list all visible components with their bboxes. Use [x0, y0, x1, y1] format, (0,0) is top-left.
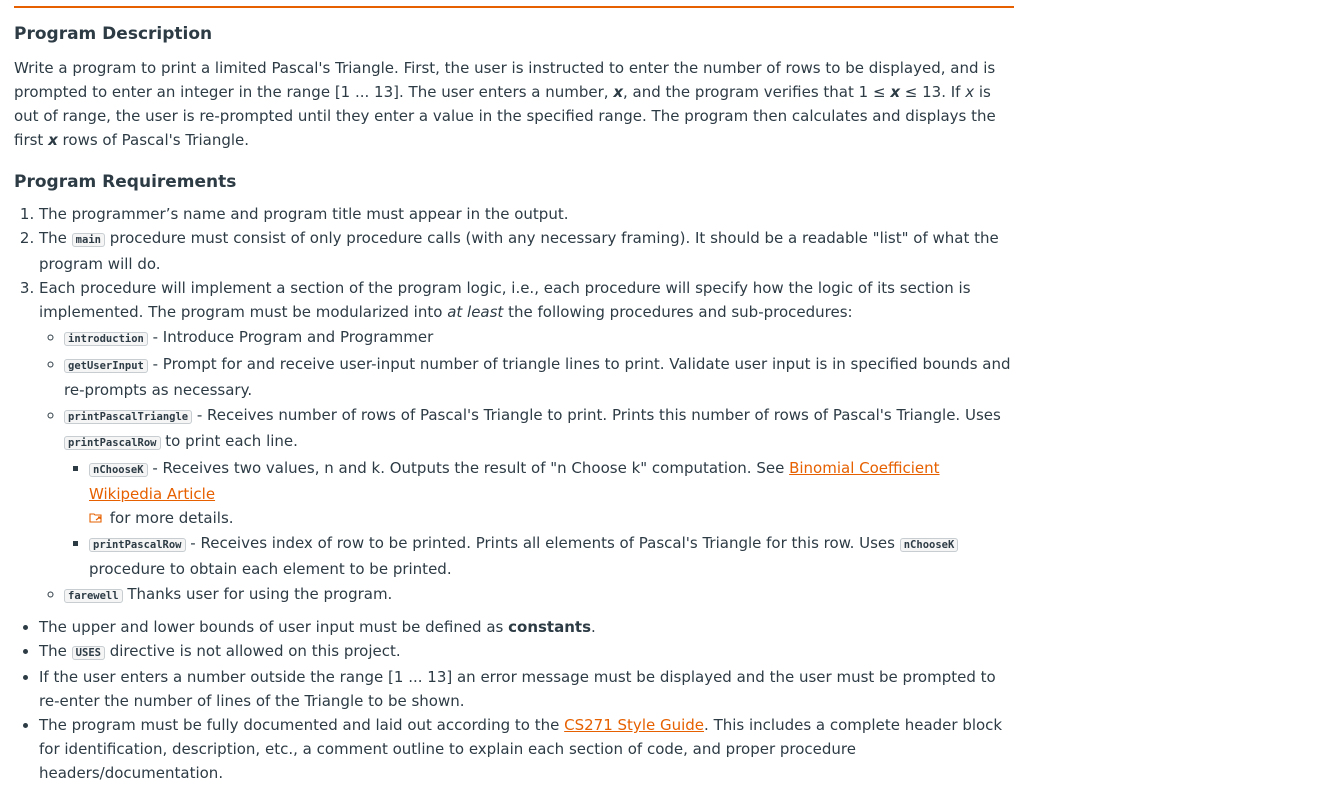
- code-printpascalrow: printPascalRow: [64, 436, 161, 450]
- program-description-paragraph: Write a program to print a limited Pascal's Triangle. First, the user is instructed to enter the number of rows to be displayed, and is prompted to enter an integer in the range [1 ... 13]. The user enters a number, x, and the program verifies that 1 ≤ x ≤ 13. If x is out of range, the user is re-prompted until they enter a value in the specified range. The program then calculates and displays the first x rows of Pascal's Triangle.: [14, 59, 996, 149]
- requirements-list: [14, 202, 1014, 608]
- binomial-coefficient-link[interactable]: Binomial Coefficient Wikipedia Article: [89, 459, 940, 503]
- code-nchoosek: nChooseK: [89, 463, 148, 477]
- requirement-uses-directive: • The USES directive is not allowed on this project.: [39, 639, 1014, 665]
- program-requirements-heading: Program Requirements: [14, 172, 237, 192]
- additional-requirements-list: [14, 615, 1014, 785]
- code-printpascaltriangle: printPascalTriangle: [64, 410, 192, 424]
- code-main: main: [72, 233, 105, 247]
- external-link-icon[interactable]: [89, 512, 103, 524]
- code-printpascalrow-2: printPascalRow: [89, 538, 186, 552]
- subprocedure-nchoosek: ▪ nChooseK - Receives two values, n and k. Outputs the result of "n Choose k" computation. See Binomial Coefficient Wikipedia Article for more details.: [89, 456, 1014, 530]
- subprocedure-list: [64, 456, 1014, 581]
- requirement-item-3: 3. Each procedure will implement a section of the program logic, i.e., each procedure will specify how the logic of its section is implemented. The program must be modularized into at least the following procedures and sub-procedures: ◦ introduction - Introduce Program and Programmer ◦ getUserInput - Prompt for and receive user-input number of triangle lines to print. Validate user input is in specified bounds and re-prompts as necessary. ◦ printPascalTriangle - Receives number of rows of Pascal's Triangle to print. Prints this number of rows of Pascal's Triangle. Uses printPascalRow to print each line. ▪ nChooseK - Receives two values, n and k. Outputs the result of "n Choose k" computation. See Binomial Coefficient Wikipedia Article for more details. ▪ printPascalRow - Receives index of row to be printed. Prints all elements of Pascal's Triangle for this row. Uses nChooseK procedure to obtain each element to be printed. ◦ farewell Thanks user for using the program.: [39, 276, 1014, 608]
- requirement-item-1: 1. The programmer’s name and program title must appear in the output.: [39, 202, 1014, 226]
- code-farewell: farewell: [64, 589, 123, 603]
- code-introduction: introduction: [64, 332, 148, 346]
- style-guide-link[interactable]: CS271 Style Guide: [564, 716, 705, 734]
- code-nchoosek-2: nChooseK: [900, 538, 959, 552]
- procedure-printpascaltriangle: ◦ printPascalTriangle - Receives number of rows of Pascal's Triangle to print. Prints this number of rows of Pascal's Triangle. Uses printPascalRow to print each line. ▪ nChooseK - Receives two values, n and k. Outputs the result of "n Choose k" computation. See Binomial Coefficient Wikipedia Article for more details. ▪ printPascalRow - Receives index of row to be printed. Prints all elements of Pascal's Triangle for this row. Uses nChooseK procedure to obtain each element to be printed.: [64, 403, 1014, 581]
- requirement-documentation: • The program must be fully documented and laid out according to the CS271 Style Guide. This includes a complete header block for identification, description, etc., a comment outline to explain each section of code, and proper procedure headers/documentation.: [39, 713, 1014, 785]
- procedure-farewell: ◦ farewell Thanks user for using the program.: [64, 582, 1014, 608]
- requirement-range-error: • If the user enters a number outside the range [1 ... 13] an error message must be displayed and the user must be prompted to re-enter the number of lines of the Triangle to be shown.: [39, 665, 1014, 713]
- code-getuserinput: getUserInput: [64, 359, 148, 373]
- subprocedure-printpascalrow: ▪ printPascalRow - Receives index of row to be printed. Prints all elements of Pascal's Triangle for this row. Uses nChooseK procedure to obtain each element to be printed.: [89, 531, 1014, 581]
- program-description-heading: Program Description: [14, 24, 213, 44]
- assignment-content: [14, 0, 1014, 785]
- code-uses: USES: [72, 646, 105, 660]
- procedure-getuserinput: ◦ getUserInput - Prompt for and receive user-input number of triangle lines to print. Validate user input is in specified bounds and re-prompts as necessary.: [64, 352, 1014, 402]
- requirement-item-2: 2. The main procedure must consist of only procedure calls (with any necessary framing). It should be a readable "list" of what the program will do.: [39, 226, 1014, 276]
- top-divider: [14, 6, 1014, 8]
- procedure-introduction: ◦ introduction - Introduce Program and Programmer: [64, 325, 1014, 351]
- procedure-list: [39, 325, 1014, 608]
- requirement-constants: • The upper and lower bounds of user input must be defined as constants.: [39, 615, 1014, 639]
